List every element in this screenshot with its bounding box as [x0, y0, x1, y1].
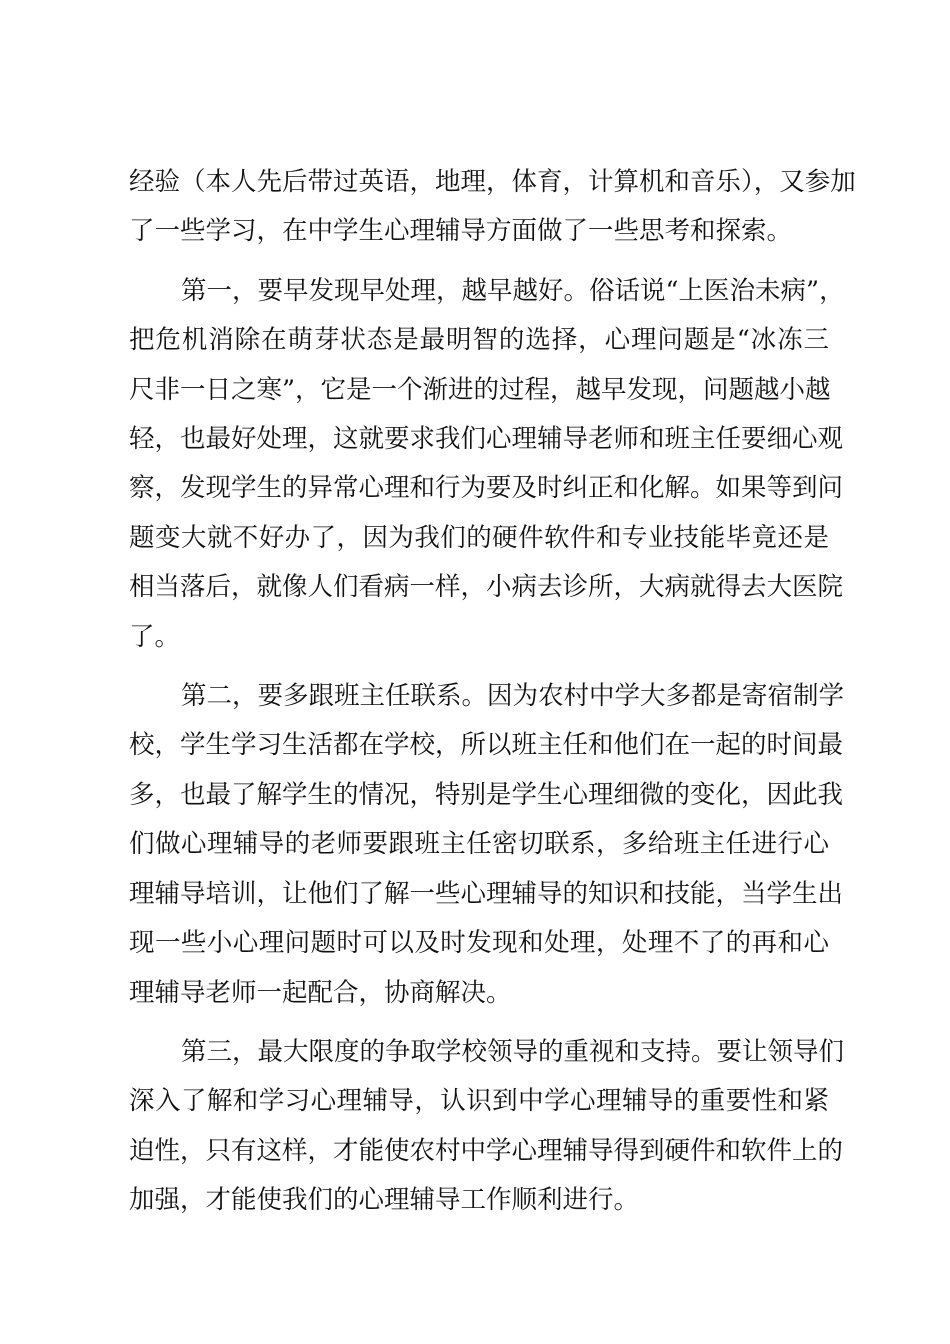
text-line: 迫性，只有这样，才能使农村中学心理辅导得到硬件和软件上的 — [129, 1135, 844, 1166]
text-line: 现一些小心理问题时可以及时发现和处理，处理不了的再和心 — [129, 928, 829, 959]
text-line: 题变大就不好办了，因为我们的硬件软件和专业技能毕竟还是 — [129, 522, 829, 553]
text-line: 相当落后，就像人们看病一样，小病去诊所，大病就得去大医院 — [129, 572, 844, 603]
text-line: 第二，要多跟班主任联系。因为农村中学大多都是寄宿制学 — [181, 681, 845, 712]
text-line: 们做心理辅导的老师要跟班主任密切联系，多给班主任进行心 — [129, 829, 829, 860]
text-line: 了一些学习，在中学生心理辅导方面做了一些思考和探索。 — [129, 216, 793, 247]
text-line: 多，也最了解学生的情况，特别是学生心理细微的变化，因此我 — [129, 779, 844, 810]
text-line: 深入了解和学习心理辅导，认识到中学心理辅导的重要性和紧 — [129, 1086, 829, 1117]
text-line: 第三，最大限度的争取学校领导的重视和支持。要让领导们 — [181, 1036, 845, 1067]
paragraph-second-point — [129, 672, 845, 1018]
paragraph-first-point — [129, 267, 845, 662]
text-line: 理辅导培训，让他们了解一些心理辅导的知识和技能，当学生出 — [129, 878, 844, 909]
paragraph-continuation — [129, 158, 856, 257]
text-line: 第一，要早发现早处理，越早越好。俗话说“上医治未病”， — [181, 275, 845, 306]
text-line: 加强，才能使我们的心理辅导工作顺利进行。 — [129, 1185, 640, 1216]
text-line: 校，学生学习生活都在学校，所以班主任和他们在一起的时间最 — [129, 730, 844, 761]
text-line: 理辅导老师一起配合，协商解决。 — [129, 977, 512, 1008]
text-line: 尺非一日之寒”，它是一个渐进的过程，越早发现，问题越小越 — [129, 374, 831, 405]
text-line: 轻，也最好处理，这就要求我们心理辅导老师和班主任要细心观 — [129, 424, 844, 455]
paragraph-third-point — [129, 1028, 845, 1226]
text-line: 把危机消除在萌芽状态是最明智的选择，心理问题是“冰冻三 — [129, 325, 829, 356]
text-line: 经验（本人先后带过英语，地理，体育，计算机和音乐），又参加 — [129, 167, 856, 197]
text-line: 察，发现学生的异常心理和行为要及时纠正和化解。如果等到问 — [129, 473, 844, 504]
text-line: 了。 — [129, 621, 181, 652]
document-body — [129, 158, 856, 1226]
